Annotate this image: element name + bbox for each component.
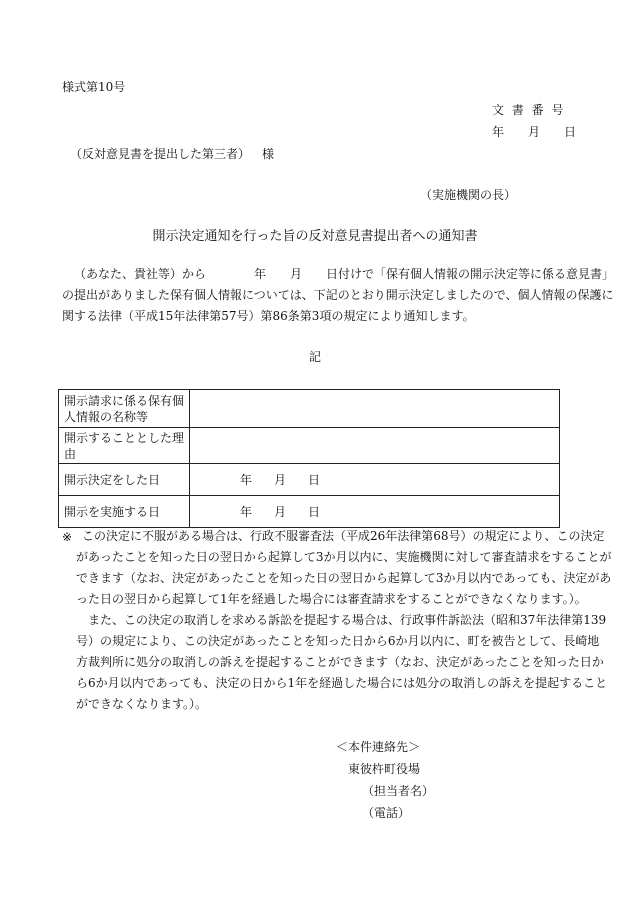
note-line: ら6か月以内であっても、決定の日から1年を経過した場合には処分の取消しの訴えを提起すること [76,676,608,690]
note-line: があったことを知った日の翌日から起算して3か月以内に、実施機関に対して審査請求をすることが [76,550,612,564]
note-line: また、この決定の取消しを求める訴訟を提起する場合は、行政事件訴訟法（昭和37年法律第139 [76,613,607,627]
table-value-cell [190,390,560,428]
note-line: この決定に不服がある場合は、行政不服審査法（平成26年法律第68号）の規定により、この決定 [82,529,605,543]
table-row [59,390,560,428]
note-line: ができなくなります。）。 [76,697,208,711]
table-label-cell: 開示することとした理由 [59,428,190,464]
table-value-cell [190,428,560,464]
date-year: 年 [240,472,253,487]
table-row [59,496,560,528]
table-label-cell: 開示を実施する日 [59,496,190,528]
body-paragraph [62,264,615,327]
note-line: った日の翌日から起算して1年を経過した場合には審査請求をすることができなくなります。）。 [76,592,587,606]
date-label: 年 月 日 [492,125,577,139]
date-month: 月 [274,472,287,487]
date-day: 日 [308,472,321,487]
date-day: 日 [308,504,321,519]
note-paragraph [76,526,612,715]
note-mark: ※ [62,530,73,544]
date-year: 年 [240,504,253,519]
table-label-cell: 開示決定をした日 [59,464,190,496]
page-title: 開示決定通知を行った旨の反対意見書提出者への通知書 [152,229,478,244]
sender: （実施機関の長） [420,188,517,202]
body-line: （あなた、貴社等）から 年 月 日付けで「保有個人情報の開示決定等に係る意見書」 [74,267,615,281]
body-line: の提出がありました保有個人情報については、下記のとおり開示決定しましたので、個人情報の保護に [62,288,614,302]
info-table [58,389,560,528]
form-number: 様式第10号 [62,80,126,94]
note-line: 方裁判所に処分の取消しの訴えを提起することができます（なお、決定があったことを知った日か [76,655,604,669]
date-month: 月 [274,504,287,519]
recipient: （反対意見書を提出した第三者） [70,147,251,161]
body-line: 関する法律（平成15年法律第57号）第86条第3項の規定により通知します。 [62,309,475,323]
table-value-cell [190,464,560,496]
recipient-honorific: 様 [262,147,275,161]
table-label-cell: 開示請求に係る保有個人情報の名称等 [59,390,190,428]
contact-person: （担当者名） [362,784,435,798]
ki-label: 記 [309,350,322,364]
table-row [59,464,560,496]
note-line: 号）の規定により、この決定があったことを知った日から6か月以内に、町を被告として、長崎地 [76,634,600,648]
table-value-cell [190,496,560,528]
doc-number-label: 文 書 番 号 [492,103,566,117]
contact-office: 東彼杵町役場 [348,762,421,776]
contact-heading: ＜本件連絡先＞ [336,740,421,754]
note-line: できます（なお、決定があったことを知った日の翌日から起算して3か月以内であっても、決定があ [76,571,612,585]
table-row [59,428,560,464]
contact-phone: （電話） [362,806,411,820]
